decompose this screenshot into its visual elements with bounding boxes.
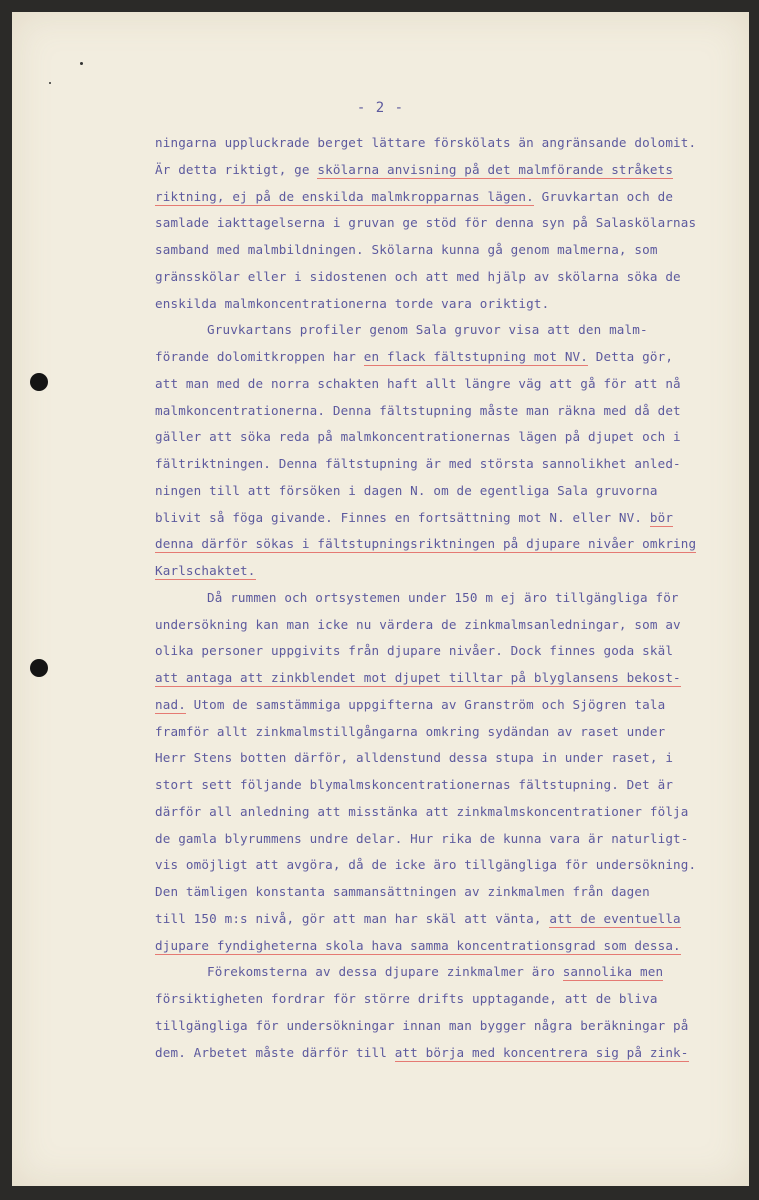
text-line <box>155 451 740 478</box>
page-number: - 2 - <box>356 100 405 116</box>
underlined-text: denna därför sökas i fältstupningsriktningen på djupare nivåer omkring <box>155 536 697 552</box>
paper-speck <box>49 82 51 84</box>
text-line <box>155 558 740 585</box>
text-line <box>155 184 740 211</box>
text-line <box>155 157 740 184</box>
text-span: ningen till att försöken i dagen N. om de egentliga Sala gruvorna <box>155 482 658 498</box>
text-span: framför allt zinkmalmstillgångarna omkring sydändan av raset under <box>155 723 666 739</box>
underlined-text: bör <box>649 509 674 525</box>
text-span: tillgängliga för undersökningar innan man bygger några beräkningar på <box>155 1017 689 1033</box>
text-line <box>155 210 740 237</box>
text-span: Då rummen och ortsystemen under 150 m ej äro tillgängliga för <box>207 589 679 605</box>
text-line <box>155 665 740 692</box>
text-line <box>155 772 740 799</box>
text-span: olika personer uppgivits från djupare nivåer. Dock finnes goda skäl <box>155 643 674 659</box>
text-span: Den tämligen konstanta sammansättningen av zinkmalmen från dagen <box>155 884 650 899</box>
typewritten-body <box>155 130 740 1066</box>
text-span: Förekomsterna av dessa djupare zinkmalmer äro <box>207 964 563 980</box>
text-line <box>155 1040 740 1067</box>
text-span: Gruvkartan och de <box>533 188 674 204</box>
text-span: malmkoncentrationerna. Denna fältstupning måste man räkna med då det <box>155 402 681 418</box>
text-span: därför all anledning att misstänka att zinkmalmskoncentrationer följa <box>155 803 689 819</box>
text-line <box>155 692 740 719</box>
text-span: Utom de samstämmiga uppgifterna av Granström och Sjögren tala <box>185 696 666 712</box>
text-span: förande dolomitkroppen har <box>155 349 364 364</box>
text-span: fältriktningen. Denna fältstupning är med största sannolikhet anled- <box>155 456 681 471</box>
punch-hole-bottom <box>30 659 48 677</box>
text-span: samlade iakttagelserna i gruvan ge stöd för denna syn på Salaskölarnas <box>155 215 697 231</box>
punch-hole-top <box>30 373 48 391</box>
text-span: enskilda malmkoncentrationerna torde vara oriktigt. <box>155 295 550 311</box>
text-line <box>155 264 740 291</box>
text-line <box>155 237 740 264</box>
text-span: ningarna uppluckrade berget lättare förskölats än angränsande dolomit. <box>155 135 697 150</box>
text-line <box>155 852 740 879</box>
text-line <box>155 826 740 853</box>
text-line <box>155 478 740 505</box>
underlined-text: Karlschaktet. <box>155 563 256 578</box>
paper-speck <box>80 62 83 65</box>
underlined-text: att de eventuella <box>549 910 681 926</box>
text-line <box>155 986 740 1013</box>
text-line <box>155 317 740 344</box>
text-line <box>155 933 740 960</box>
text-span: att man med de norra schakten haft allt längre väg att gå för att nå <box>155 375 681 391</box>
text-span: försiktigheten fordrar för större drifts upptagande, att de bliva <box>155 991 658 1006</box>
text-span: undersökning kan man icke nu värdera de zinkmalmsanledningar, som av <box>155 616 681 632</box>
text-span: vis omöjligt att avgöra, då de icke äro tillgängliga för undersökning. <box>155 857 697 873</box>
text-span: de gamla blyrummens undre delar. Hur rika de kunna vara är naturligt- <box>155 830 689 846</box>
text-line <box>155 638 740 665</box>
text-line <box>155 585 740 612</box>
text-span: stort sett följande blymalmskoncentrationernas fältstupning. Det är <box>155 777 674 792</box>
text-line <box>155 719 740 746</box>
text-line <box>155 291 740 318</box>
underlined-text: att antaga att zinkblendet mot djupet tilltar på blyglansens bekost- <box>155 670 681 685</box>
text-span: till 150 m:s nivå, gör att man har skäl att vänta, <box>155 910 550 926</box>
text-line <box>155 799 740 826</box>
text-span: gränsskölar eller i sidostenen och att med hjälp av skölarna söka de <box>155 268 681 284</box>
text-line <box>155 130 740 157</box>
underlined-text: djupare fyndigheterna skola hava samma koncentrationsgrad som dessa. <box>155 937 681 953</box>
underlined-text: riktning, ej på de enskilda malmkropparnas lägen. <box>155 188 534 204</box>
text-line <box>155 424 740 451</box>
text-span: Herr Stens botten därför, alldenstund dessa stupa in under raset, i <box>155 750 674 766</box>
text-span: dem. Arbetet måste därför till <box>155 1044 395 1060</box>
text-line <box>155 371 740 398</box>
text-line <box>155 879 740 906</box>
underlined-text: skölarna anvisning på det malmförande stråkets <box>317 161 674 177</box>
text-line <box>155 531 740 558</box>
text-line <box>155 344 740 371</box>
text-line <box>155 906 740 933</box>
text-line <box>155 745 740 772</box>
text-span: Är detta riktigt, ge <box>155 161 318 177</box>
underlined-text: sannolika men <box>562 964 664 980</box>
text-line <box>155 505 740 532</box>
text-line <box>155 959 740 986</box>
text-span: blivit så föga givande. Finnes en fortsättning mot N. eller NV. <box>155 509 650 525</box>
text-line <box>155 398 740 425</box>
underlined-text: nad. <box>155 696 186 712</box>
document-page <box>12 12 749 1186</box>
text-line <box>155 612 740 639</box>
text-span: Detta gör, <box>588 349 674 364</box>
underlined-text: en flack fältstupning mot NV. <box>363 349 589 364</box>
text-span: samband med malmbildningen. Skölarna kunna gå genom malmerna, som <box>155 242 658 257</box>
text-span: gäller att söka reda på malmkoncentrationernas lägen på djupet och i <box>155 429 681 445</box>
underlined-text: att börja med koncentrera sig på zink- <box>394 1044 689 1060</box>
text-span: Gruvkartans profiler genom Sala gruvor visa att den malm- <box>207 322 648 338</box>
text-line <box>155 1013 740 1040</box>
